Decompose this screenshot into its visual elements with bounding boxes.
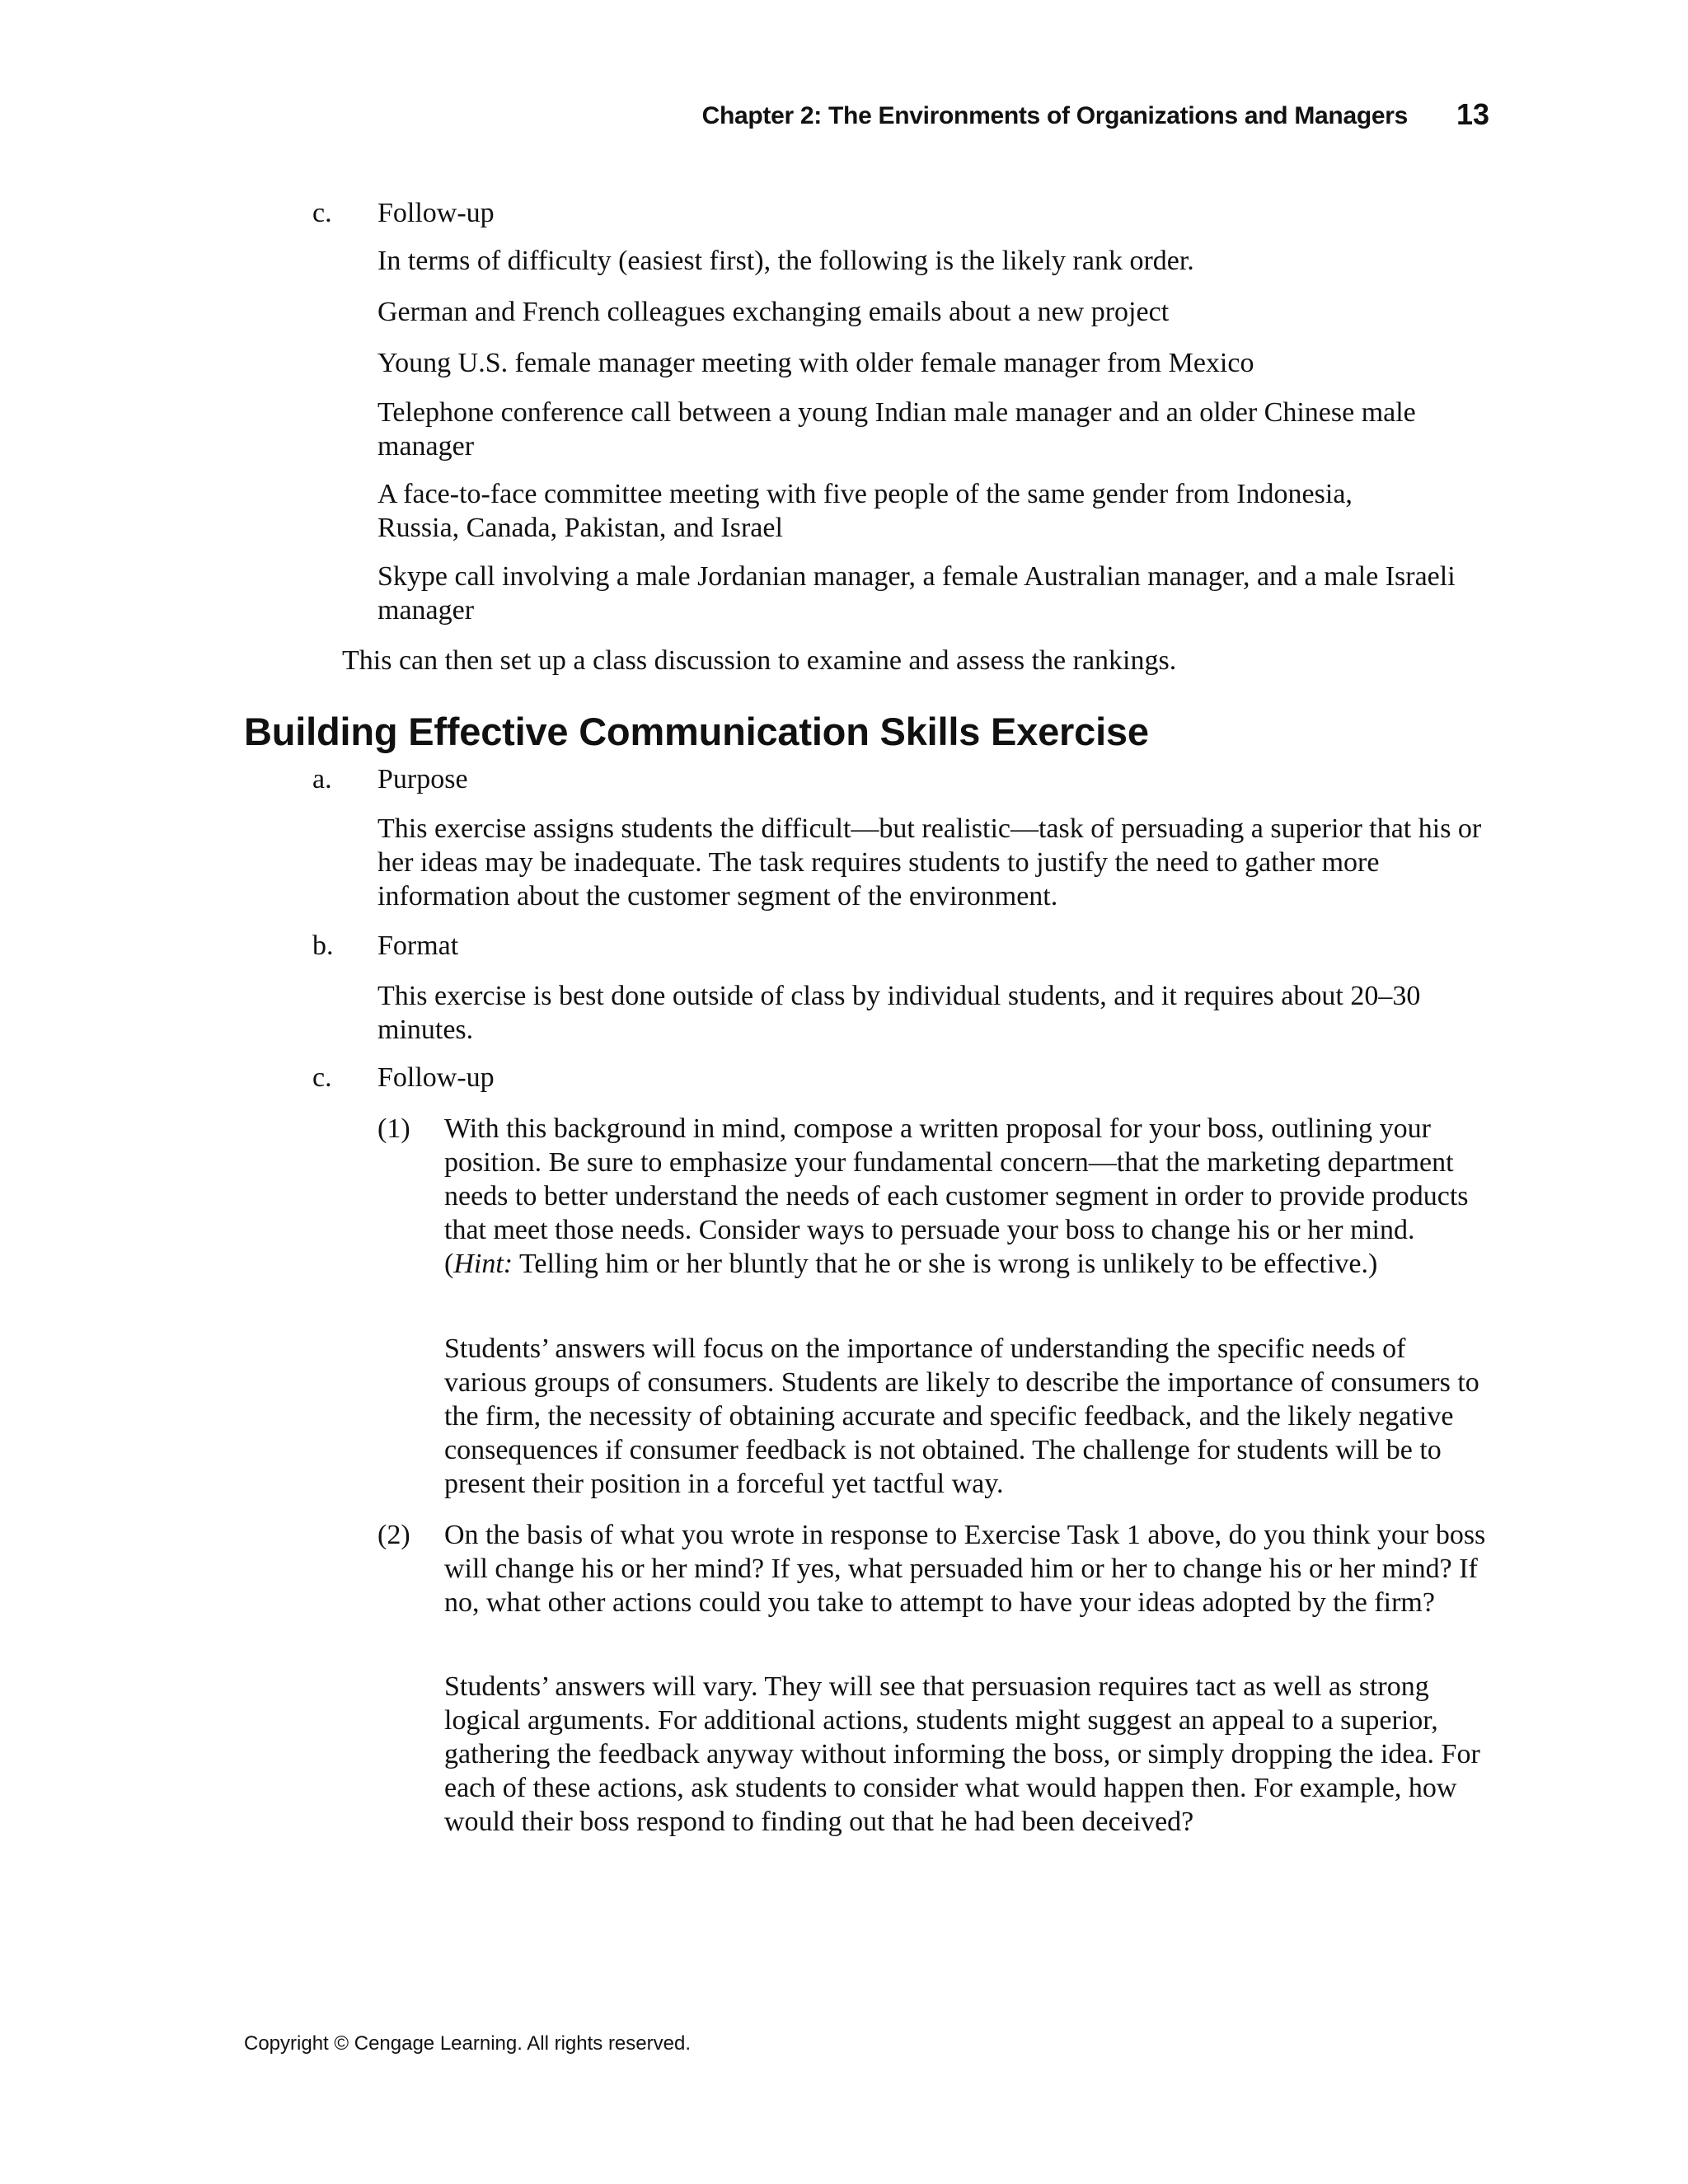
rank-item: A face-to-face committee meeting with five people of the same gender from Indonesia, Russia, Canada, Pakistan, and Israel: [377, 479, 1353, 543]
followup-closing: This can then set up a class discussion to examine and assess the rankings.: [342, 645, 1177, 676]
rank-item: Telephone conference call between a young Indian male manager and an older Chinese male manager: [377, 397, 1416, 462]
list-marker: a.: [312, 764, 332, 794]
list-label: Follow-up: [377, 198, 495, 228]
question-1-part: With this background in mind, compose a written proposal for your boss, outlining your position. Be sure to emphasize your fundamental concern—that the marketing department needs to better understand the needs of each customer segment in order to provide products that meet those needs. Consider ways to persuade your boss to change his or her mind. (: [444, 1113, 1469, 1279]
question-1-part: Telling him or her bluntly that he or she is wrong is unlikely to be effective.): [513, 1249, 1378, 1279]
rank-item: German and French colleagues exchanging emails about a new project: [377, 297, 1170, 327]
copyright-footer: Copyright © Cengage Learning. All rights reserved.: [244, 2032, 691, 2055]
followup-intro: In terms of difficulty (easiest first), the following is the likely rank order.: [377, 246, 1194, 276]
question-1-text: [444, 1112, 1487, 1281]
list-label: Format: [377, 930, 459, 961]
list-label: Purpose: [377, 764, 468, 794]
answer-2-text: Students’ answers will vary. They will see that persuasion requires tact as well as strong logical arguments. For additional actions, students might suggest an appeal to a superior, gathering the feedback anyway without informing the boss, or simply dropping the idea. For each of these actions, ask students to consider what would happen then. For example, how would their boss respond to finding out that he had been deceived?: [444, 1671, 1480, 1837]
rank-item: Young U.S. female manager meeting with older female manager from Mexico: [377, 348, 1254, 378]
list-marker: c.: [312, 198, 332, 228]
running-header-title: Chapter 2: The Environments of Organizations and Managers: [701, 102, 1408, 129]
section-heading: Building Effective Communication Skills Exercise: [244, 710, 1149, 753]
list-marker: c.: [312, 1062, 332, 1093]
hint-label: Hint:: [453, 1249, 513, 1279]
format-text: This exercise is best done outside of class by individual students, and it requires about 20–30 minutes.: [377, 981, 1421, 1045]
page-number: 13: [1456, 97, 1489, 131]
list-marker: b.: [312, 930, 334, 961]
rank-item: Skype call involving a male Jordanian manager, a female Australian manager, and a male Israeli manager: [377, 561, 1456, 626]
question-number: (1): [377, 1113, 410, 1144]
list-label: Follow-up: [377, 1062, 495, 1093]
question-2-text: On the basis of what you wrote in response to Exercise Task 1 above, do you think your boss will change his or her mind? If yes, what persuaded him or her to change his or her mind? If no, what other actions could you take to attempt to have your ideas adopted by the firm?: [444, 1520, 1486, 1618]
purpose-text: This exercise assigns students the difficult—but realistic—task of persuading a superior that his or her ideas may be inadequate. The task requires students to justify the need to gather more information about the customer segment of the environment.: [377, 813, 1482, 912]
question-number: (2): [377, 1520, 410, 1550]
answer-1-text: Students’ answers will focus on the importance of understanding the specific needs of various groups of consumers. Students are likely to describe the importance of consumers to the firm, the necessity of obtaining accurate and specific feedback, and the likely negative consequences if consumer feedback is not obtained. The challenge for students will be to present their position in a forceful yet tactful way.: [444, 1333, 1479, 1499]
